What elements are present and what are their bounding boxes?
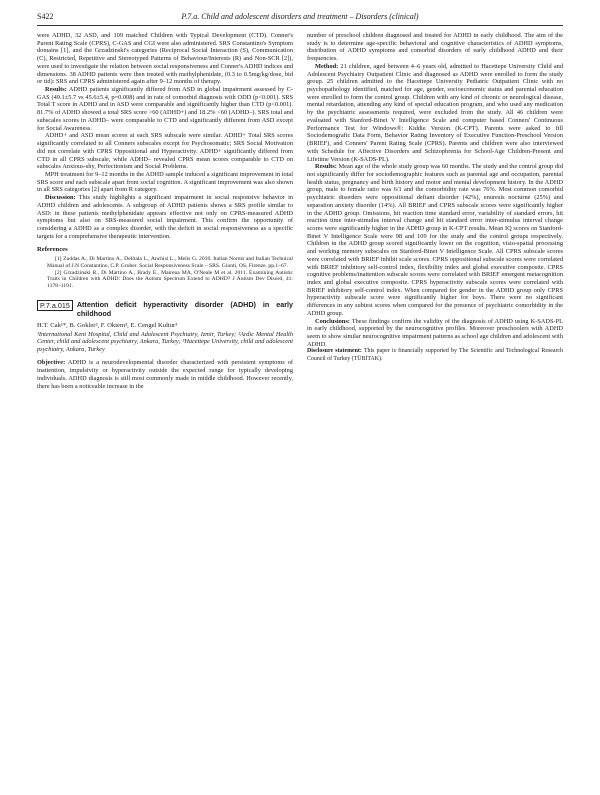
results-paragraph xyxy=(37,86,293,132)
page-number: S422 xyxy=(37,12,54,21)
disclosure-paragraph xyxy=(307,348,563,362)
page-header xyxy=(37,11,563,26)
method-heading: Method: xyxy=(315,62,339,70)
discussion-heading: Discussion: xyxy=(45,194,76,202)
left-column xyxy=(37,32,293,390)
abstract-id: P.7.a.015 xyxy=(37,300,73,311)
discussion-paragraph xyxy=(37,194,293,240)
right-column xyxy=(307,32,563,363)
conclusions-heading: Conclusions: xyxy=(315,317,350,325)
results-text: Mean age of the whole study group was 60 months. The study and the control group did not significantly differ for sociodemographic features such as parental age and occupation, parental health status, pregnancy and birth history and motor and mental development history. In the ADHD group, male to female ratio was 6/1 and the comorbidity rate was 76%. Most common comorbid psychiatric disorders were oppositional defiant disorder (42%), enuresis nocturne (25%) and separation anxiety disorder (14%). All BRIEF and CPRS subscale scores were significantly higher in the ADHD group. Omissions, hit reaction time standard error, variability of standard errors, hit reaction time inter-stimulus interval change and hit standard error inter-stimulus interval change scores were significantly higher in the ADHD group in K-CPT results. Mean IQ scores on Stanford-Binet V Intelligence Scale were 98 and 109 for the study and the control groups respectively. Children in the ADHD group scored significantly lower on the cognition, visio-spatial processing and working memory subscales on Stanford-Binet V Intelligence Scale. All CPRS subscale scores were correlated with BRIEF inhibit scale scores. CPRS oppositional subscale scores were correlated with BRIEF inhibitory self-control index, flexibility index and global executive composite. CPRS cognitive problems/inattention subscale scores were correlated with BRIEF emergent metacognition index and global executive composite. CPRS hyperactivity subscale scores were correlated with BRIEF inhibitory self-control index. When compared for gender in the ADHD group only CPRS hyperactivity subscale score were significantly higher for boys. There were no significant differences in any subtest scores when compared for the presence of psychiatric comorbidity in the ADHD group. xyxy=(307,163,563,317)
abstract-title: Attention deficit hyperactivity disorder (ADHD) in early childhood xyxy=(76,299,293,318)
abstract-header xyxy=(37,300,293,318)
results-heading: Results: xyxy=(45,86,67,94)
author-affiliations: ¹International Kent Hospital, Child and Adolescent Psychiatry, Izmir, Turkey; ²Ardic Mental Health Center, child and adolescent psychiatry, Ankara, Turkey; ³Hacettepe University, child and adolescent psychiatry, Ankara, Turkey xyxy=(37,330,293,353)
results-paragraph xyxy=(307,163,563,317)
disclosure-text: This paper is financially supported by The Scientific and Technological Research Council of Turkey (TÜBİTAK). xyxy=(307,348,563,362)
objective-paragraph xyxy=(37,359,293,390)
methods-continued-paragraph: were ADHD, 32 ASD, and 109 matched Children with Typical Development (CTD). Conner's Parent Rating Scale (CPRS), C-GAS and CGI were also administered. SRS Constantino's Symptom domains [1], and the Grzadzinski's categories (Reciprocal Social Interaction (S), Communication (C), Restricted, Repetitive and Stereotyped Patterns of Behaviour/Interests (R) and Non-SCR [2]), were used to investigate the relation between social responsiveness and Conner's ADHD indices and dimensions. 38 ADHD patients were then treated with methylphenidate, (0.3 to 0.5mg/kg/dose, bid or tid): SRS and CPRS administered again after 9–12 months of therapy. xyxy=(37,32,293,86)
objective-text: ADHD is a neurodevelopmental disorder characterized with persistent symptoms of inattention, impulsivity or hyperactivity outside the expected range for typically developing individuals. ADHD diagnosis is still most commonly made in middle childhood. However recently, there has been a noticeable increase in the xyxy=(37,359,293,390)
results-heading: Results: xyxy=(315,163,337,171)
conclusions-text: These findings confirm the validity of the diagnosis of ADHD using K-SADS-PL in early childhood, supported by the neurocognitive profiles. Moreover preschoolers with ADHD seem to show similar neurocognitive impairment patterns as school age children and adolescent with ADHD. xyxy=(307,317,563,348)
running-title: P.7.a. Child and adolescent disorders and treatment – Disorders (clinical) xyxy=(181,12,419,21)
disclosure-heading: Disclosure statement: xyxy=(307,348,362,355)
objective-continued-paragraph: number of preschool children diagnosed and treated for ADHD in early childhood. The aim of the study is to determine age-specific behavioral and cognitive characteristics of ADHD symptoms, distribution of ADHD symptoms and comorbid disorders of early childhood ADHD and their frequencies. xyxy=(307,32,563,63)
reference-item: [1] Zuddas A., Di Martino A., Delitala L., Anchisi L., Melis G. 2010. Italian Norms and Italian Technical Manual of J.N Constantino, C.P. Gruber. Social Responsiveness Scale – SRS. Giunti, OS, Firenze. pp.1–67. xyxy=(47,256,293,269)
objective-heading: Objective: xyxy=(37,359,66,367)
results-paragraph-3: MPH treatment for 9–12 months in the ADHD sample induced a significant improvement in total SRS score and each subscale apart from social cognition. A significant improvement was also shown in all SRS categories [2] apart from R category. xyxy=(37,170,293,194)
author-list: H.T. Cak¹*, B. Gokler², F. Oktem³, E. Cengel Kultur³ xyxy=(37,321,178,329)
method-paragraph xyxy=(307,63,563,163)
conclusions-paragraph xyxy=(307,318,563,349)
references-heading: References xyxy=(37,246,68,254)
results-text: ADHD patients significantly differed from ASD in global impairment assessed by C-GAS (49.1±5.7 vs 45.6±5.4, p=0.008) and in rate of comorbid diagnosis with ODD (p<0.001). SRS Total T score in ADHD and in ASD were comparable and significantly higher than CTD (p<0.001). 81.7% of ADHD showed a total SRS score >60 (ADHD+) and 18.2% <60 (ADHD–). SRS total and subscales scores in ADHD– were comparable to CTD and significantly different from ASD except for Social Awareness. xyxy=(37,86,293,132)
results-paragraph-2: ADHD+ and ASD mean scores at each SRS subscale were similar. ADHD+ Total SRS scores significantly correlated to all Conners subscales except for Psychosomatic; SRS Social Motivation did not correlate with CPRS Oppositional and Hyperactivity. ADHD+ significantly differed from CTD in all CPRS subscale, while ADHD– revealed CPRS mean scores comparable to CTD on subscales Anxious-shy, Perfectionism and Social Problems. xyxy=(37,132,293,171)
reference-item: [2] Grzadzinski R., Di Martino A., Brady E., Mairena MA, O'Neale M et al. 2011. Examining Autistic Traits in Children with ADHD: Does the Autism Spectrum Extend to ADHD? J Autism Dev Disord, 41: 1178–1191. xyxy=(47,269,293,289)
discussion-text: This study highlights a significant impairment in social responsive behavior in ADHD children and adolescents. A subgroup of ADHD patients shows a SRS profile similar to ASD: in these patients methylphenidate appears effective not only on CPRS-measured ADHD symptoms but also on SRS-measured social impairment. This confirm the opportunity of considering a ADHD as a complex disorder, with the deficit in social responsiveness as a specific targets for a comprehensive therapeutic intervention. xyxy=(37,194,293,240)
method-text: 21 children, aged between 4–6 years old, admitted to Hacettepe University Child and Adolescent Psychiatry Outpatient Clinic and diagnosed as ADHD were enrolled to form the study group. 25 children admitted to the Hacettepe University Pediatric Outpatient Clinic with no psychopathology identified, matched for age, gender, socioeconomic status and parental education were enrolled to form the control group. Children with any kind of chronic or neurological disease, mental retardation, attending any kind of special education program, and who used any medication by the psychiatric assessments required, were excluded from the study. All 46 children were evaluated with Stanford-Binet V Intelligence Scale and computer based Conners' Continuous Performance Test for Windows®: Kiddie Version (K-CPT). Parents were asked to fill Sociodemografic Data Form, Behavior Rating Inventory of Executive Function-Preschool Version (BRIEF), and Conners' Parent Rating Scale (CPRS). Parents and children were also interviewed with Schedule for Affective Disorders and Schizophrenia for School-Age Children-Present and Lifetime Version (K-SADS-PL). xyxy=(307,62,563,163)
